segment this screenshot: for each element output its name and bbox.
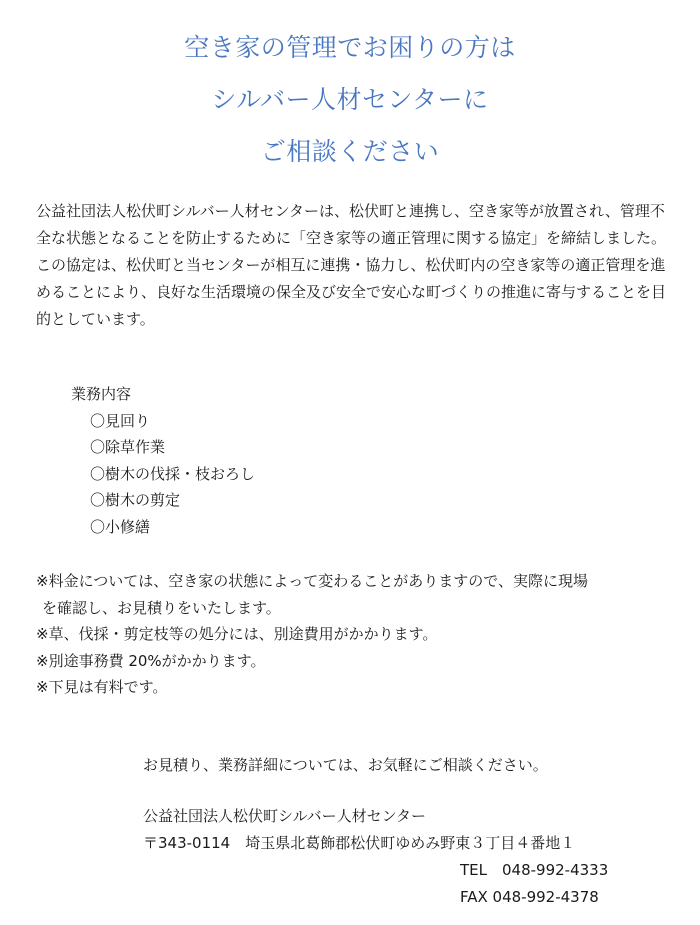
notes-section [36, 568, 666, 701]
service-item-weeding: 〇除草作業 [90, 438, 166, 456]
service-item-tree-pruning: 〇樹木の剪定 [90, 491, 181, 509]
services-list [71, 408, 255, 541]
contact-section [143, 752, 663, 911]
title-line-2: シルバー人材センターに [211, 85, 489, 114]
title-line-1: 空き家の管理でお困りの方は [184, 33, 516, 62]
services-section [71, 381, 255, 540]
telephone-number: TEL 048-992-4333 [460, 861, 609, 879]
fax-number: FAX 048-992-4378 [460, 888, 599, 906]
intro-paragraph-purpose: この協定は、松伏町と当センターが相互に連携・協力し、松伏町内の空き家等の適正管理を進めることにより、良好な生活環境の保全及び安全で安心な町づくりの推進に寄与することを目的としています。 [36, 256, 667, 328]
service-item-patrol: 〇見回り [90, 411, 151, 430]
service-item-tree-felling: 〇樹木の伐採・枝おろし [90, 464, 256, 483]
intro-paragraph-agreement: 公益社団法人松伏町シルバー人材センターは、松伏町と連携し、空き家等が放置され、管理不全な状態となることを防止するために「空き家等の適正管理に関する協定」を締結しました。 [36, 202, 667, 247]
title-line-3: ご相談ください [260, 137, 440, 166]
postal-address: 〒343-0114 埼玉県北葛飾郡松伏町ゆめみ野東３丁目４番地１ [143, 834, 576, 852]
note-disposal: ※草、伐採・剪定枝等の処分には、別途費用がかかります。 [36, 625, 438, 643]
services-heading: 業務内容 [71, 385, 132, 403]
note-inspection: ※下見は有料です。 [36, 678, 168, 696]
note-pricing-line-1: ※料金については、空き家の状態によって変わることがありますので、実際に現場 [36, 572, 588, 590]
title-block [0, 22, 700, 178]
organization-name: 公益社団法人松伏町シルバー人材センター [143, 807, 426, 825]
note-admin-fee: ※別途事務費 20%がかかります。 [36, 651, 266, 670]
inquiry-text: お見積り、業務詳細については、お気軽にご相談ください。 [143, 756, 548, 774]
note-pricing-line-2: を確認し、お見積りをいたします。 [42, 598, 281, 617]
spacer [143, 779, 663, 803]
service-item-minor-repair: 〇小修繕 [90, 517, 151, 536]
intro-section [36, 198, 666, 333]
